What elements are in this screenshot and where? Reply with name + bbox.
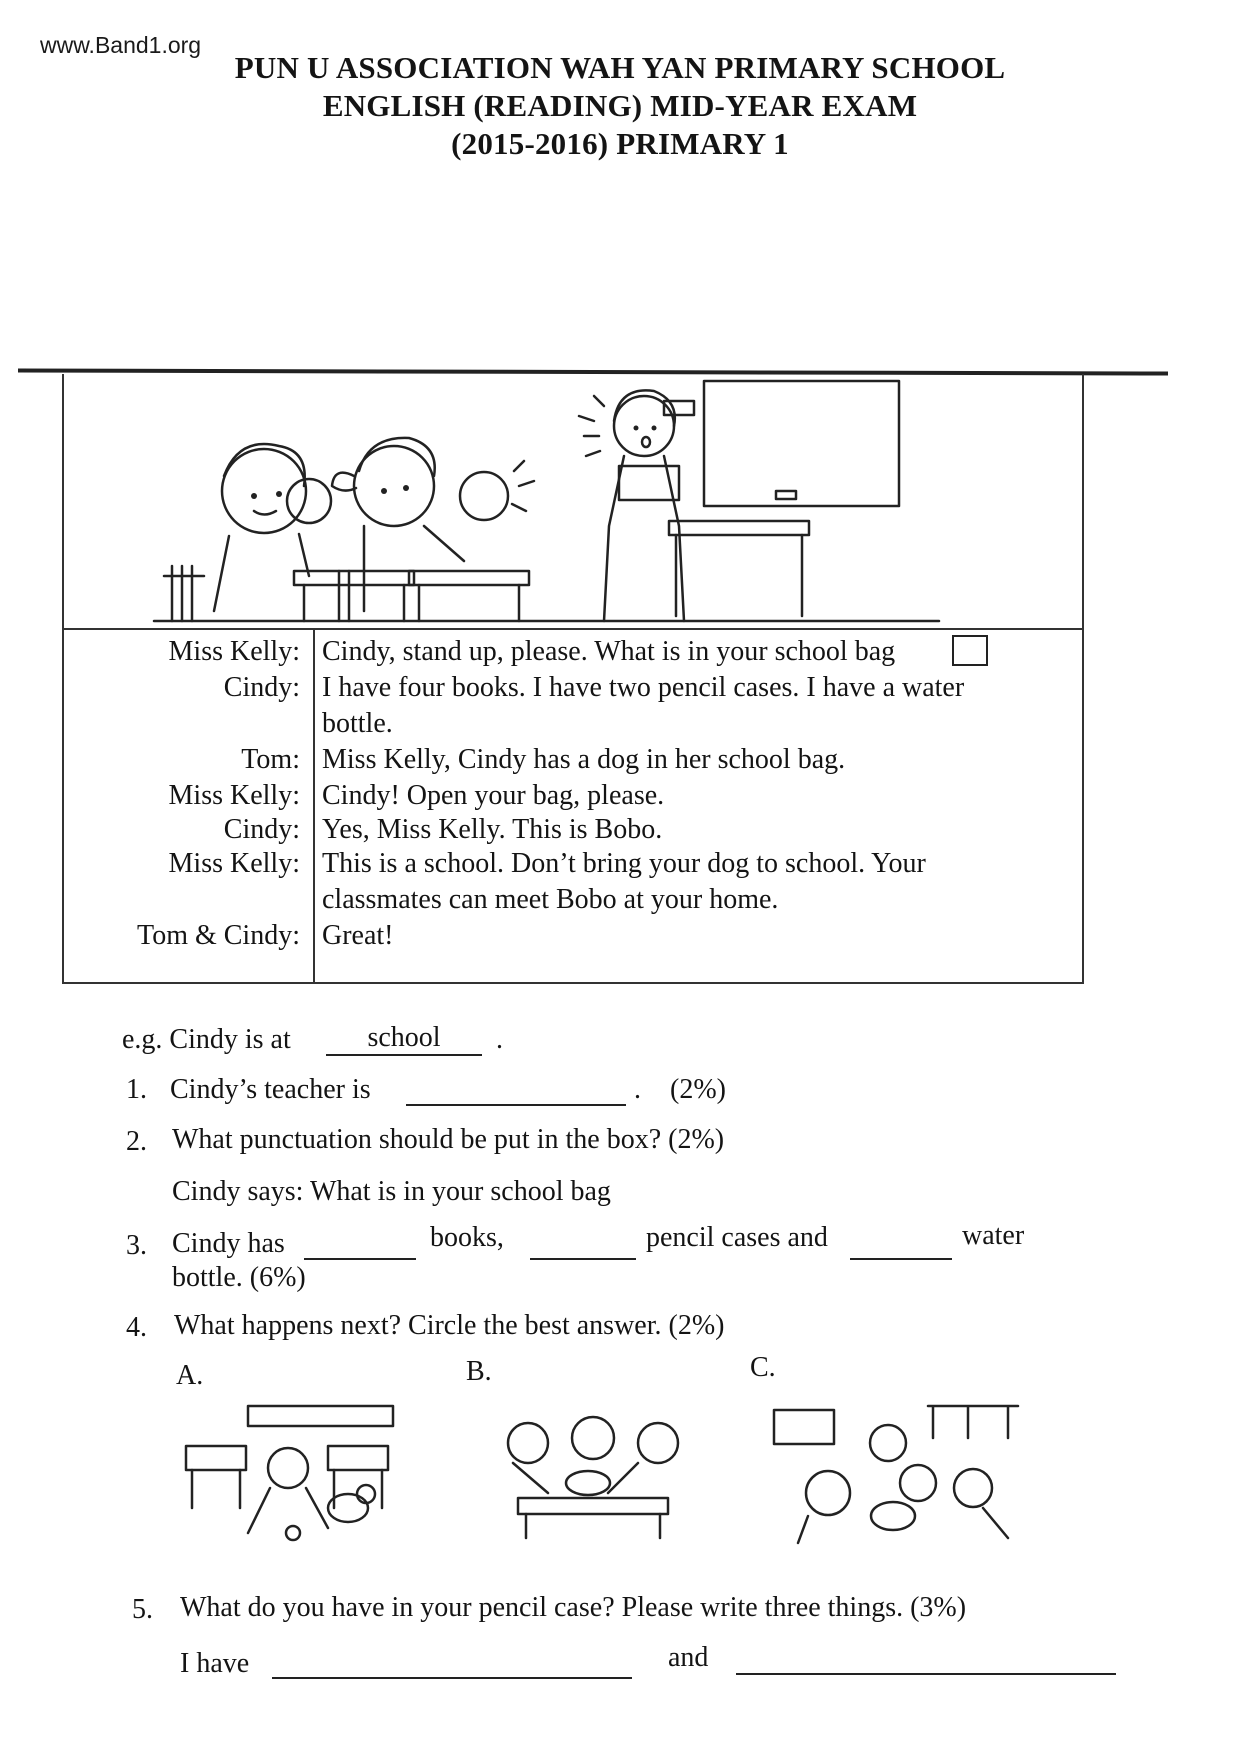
question-2-text: What punctuation should be put in the box? (2%)	[172, 1124, 725, 1155]
dialogue-line: bottle.	[322, 708, 393, 739]
question-number: 5.	[132, 1594, 153, 1625]
desk-left	[164, 566, 414, 621]
punctuation-box[interactable]	[952, 635, 988, 666]
teacher-figure	[579, 390, 684, 621]
speaker-column-divider	[313, 630, 315, 984]
illustration-divider	[62, 628, 1084, 630]
question-3-blank-water-bottle[interactable]	[850, 1258, 952, 1260]
dialogue-line: Cindy, stand up, please. What is in your school bag	[322, 636, 896, 667]
question-5-prefix: I have	[180, 1648, 250, 1679]
example-answer: school	[326, 1022, 482, 1056]
classroom-illustration	[64, 376, 1082, 626]
example-end: .	[496, 1024, 503, 1055]
question-number: 1.	[126, 1074, 147, 1105]
question-4-text: What happens next? Circle the best answer. (2%)	[174, 1310, 725, 1341]
option-b-label: B.	[466, 1356, 492, 1387]
option-c-label: C.	[750, 1352, 776, 1383]
dialogue-line: Cindy! Open your bag, please.	[322, 780, 665, 811]
dialogue-line: Miss Kelly, Cindy has a dog in her school bag.	[322, 744, 846, 775]
desk-middle	[339, 571, 529, 621]
dialogue-speaker: Tom & Cindy:	[137, 920, 300, 951]
question-5-text: What do you have in your pencil case? Please write three things. (3%)	[180, 1592, 967, 1623]
dialogue-speaker: Cindy:	[223, 814, 300, 845]
question-number: 4.	[126, 1312, 147, 1343]
question-1-text: Cindy’s teacher is	[170, 1074, 371, 1105]
dialogue-speaker: Tom:	[241, 744, 300, 775]
question-1-marks: (2%)	[670, 1074, 726, 1105]
question-5-blank-2[interactable]	[736, 1673, 1116, 1675]
exam-year: (2015-2016) PRIMARY 1	[451, 126, 789, 161]
question-5-and: and	[668, 1642, 709, 1673]
question-5-blank-1[interactable]	[272, 1677, 632, 1679]
question-3-part-e: bottle. (6%)	[172, 1262, 306, 1293]
option-c-picture[interactable]	[768, 1398, 1028, 1548]
blackboard	[664, 381, 899, 506]
teacher-desk	[669, 521, 809, 616]
watermark: www.Band1.org	[40, 32, 202, 58]
question-number: 2.	[126, 1126, 147, 1157]
question-number: 3.	[126, 1230, 147, 1261]
question-1-answer-blank[interactable]	[406, 1104, 626, 1106]
option-a-label: A.	[176, 1360, 204, 1391]
dialogue-speaker: Miss Kelly:	[168, 848, 300, 879]
dialogue-speaker: Cindy:	[223, 672, 300, 703]
exam-title: ENGLISH (READING) MID-YEAR EXAM	[322, 88, 918, 123]
dialogue-line: classmates can meet Bobo at your home.	[322, 884, 779, 915]
question-2-sub: Cindy says: What is in your school bag	[172, 1176, 611, 1207]
dialogue-speaker: Miss Kelly:	[168, 780, 300, 811]
question-3-part-c: pencil cases and	[646, 1222, 828, 1253]
dialogue-line: Great!	[322, 920, 394, 951]
question-3-blank-pencil-cases[interactable]	[530, 1258, 636, 1260]
option-b-picture[interactable]	[488, 1398, 718, 1544]
question-3-part-d: water	[962, 1220, 1025, 1251]
dialogue-line: Yes, Miss Kelly. This is Bobo.	[322, 814, 663, 845]
dialogue-line: I have four books. I have two pencil cases. I have a water	[322, 672, 965, 703]
question-3-blank-books[interactable]	[304, 1258, 416, 1260]
dialogue-line: This is a school. Don’t bring your dog to school. Your	[322, 848, 926, 879]
example-prefix: e.g. Cindy is at	[122, 1024, 291, 1055]
question-1-end: .	[634, 1074, 641, 1105]
option-a-picture[interactable]	[178, 1398, 430, 1544]
question-3-part-b: books,	[430, 1222, 504, 1253]
school-name: PUN U ASSOCIATION WAH YAN PRIMARY SCHOOL	[234, 50, 1006, 85]
dialogue-speaker: Miss Kelly:	[168, 636, 300, 667]
question-3-part-a: Cindy has	[172, 1228, 285, 1259]
